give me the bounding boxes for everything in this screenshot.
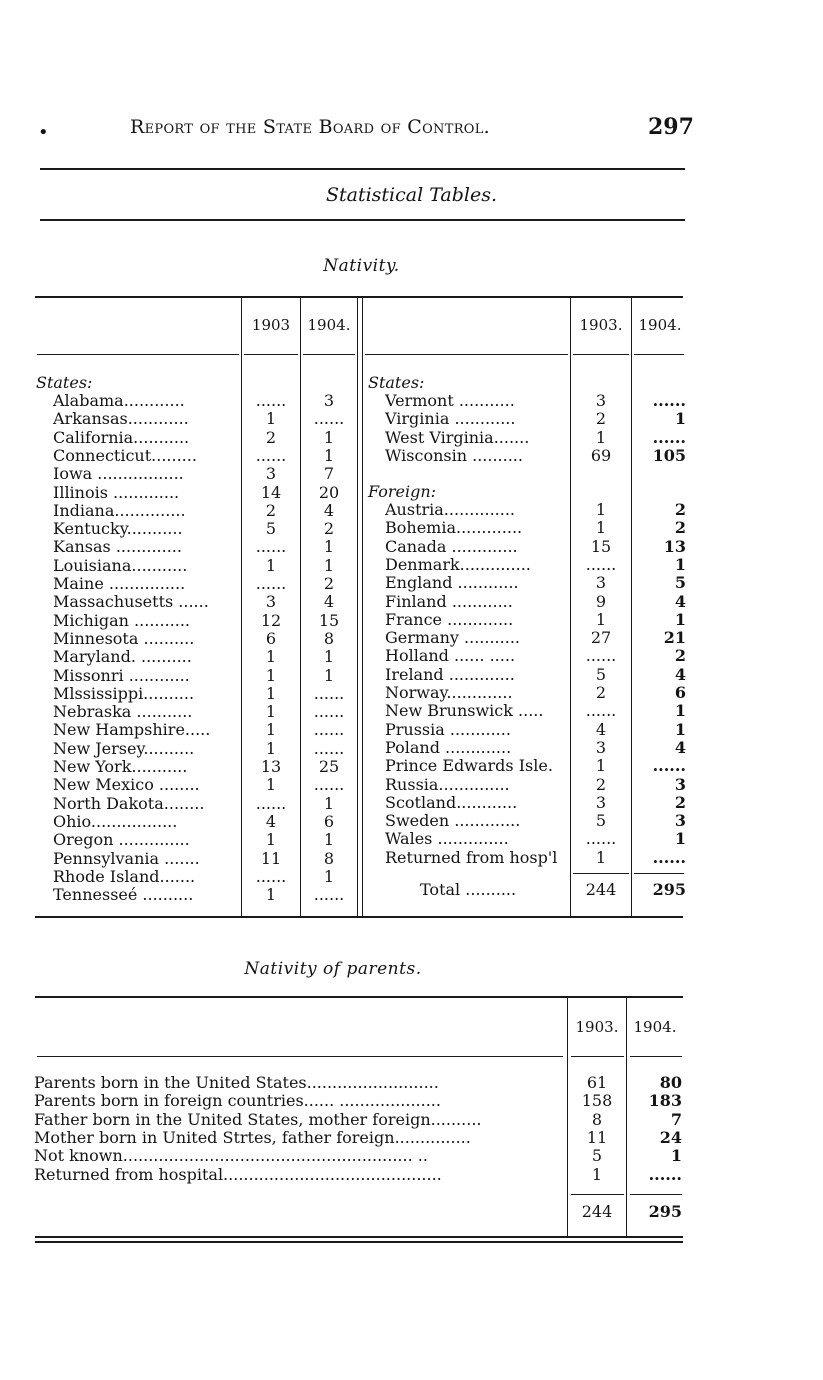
row-value-1903: 11	[586, 1127, 608, 1147]
row-value-1903: 13	[260, 757, 282, 776]
group-label-states: States:	[36, 373, 93, 392]
row-value-1904: 7	[323, 464, 335, 484]
row-value-1903: 3	[595, 792, 607, 812]
row-label: Nebraska ...........	[53, 703, 193, 722]
page-dot: •	[38, 122, 49, 143]
col-header-1903: 1903.	[575, 1018, 619, 1036]
row-value-1903: ......	[585, 829, 617, 849]
row-value-1904: ......	[652, 756, 686, 776]
row-value-1904: 4	[674, 737, 686, 757]
row-value-1904: 1	[323, 866, 335, 886]
row-value-1904: ......	[313, 738, 345, 758]
row-value-1904: 1	[323, 445, 335, 465]
row-value-1904: 2	[674, 792, 686, 812]
row-value-1904: ......	[313, 702, 345, 722]
row-label: Returned from hospital...........................................	[34, 1165, 442, 1184]
row-label: Bohemia.............	[385, 519, 523, 538]
row-label: New Brunswick .....	[385, 702, 544, 721]
row-value-1903: 1	[265, 738, 277, 758]
row-value-1903: 11	[260, 848, 282, 868]
subtitle: Statistical Tables.	[325, 184, 498, 206]
row-label: Louisiana...........	[53, 556, 188, 575]
group-label-states: States:	[368, 373, 425, 392]
row-label: Massachusetts ......	[53, 593, 209, 612]
row-value-1904: 4	[323, 592, 335, 612]
row-label: Holland ...... .....	[385, 647, 516, 666]
row-label: Parents born in foreign countries...... ....................	[34, 1092, 441, 1111]
row-value-1904: 1	[674, 409, 686, 429]
row-value-1904: 15	[318, 610, 340, 630]
row-value-1903: 4	[595, 719, 607, 739]
total-rule	[630, 1194, 682, 1195]
table-top-rule	[35, 296, 683, 298]
row-value-1904: ......	[652, 391, 686, 410]
row-value-1903: ......	[255, 537, 287, 557]
row-label: New York...........	[53, 758, 188, 776]
row-label: Mother born in United Strtes, father foreign...............	[34, 1128, 471, 1147]
row-value-1904: 3	[674, 774, 686, 794]
total-1904: 295	[652, 880, 686, 899]
row-label: Maine ...............	[53, 575, 186, 593]
row-label: Alabama............	[53, 392, 185, 410]
row-label: Not known......................................................... ..	[34, 1147, 428, 1166]
row-label: Indiana..............	[53, 501, 186, 520]
row-label: Ohio.................	[53, 812, 178, 831]
row-label: France .............	[385, 610, 514, 629]
row-label: Oregon ..............	[53, 831, 190, 850]
row-value-1903: 6	[265, 628, 277, 648]
total-rule	[573, 873, 629, 874]
row-label: Illinois .............	[53, 483, 180, 502]
row-label: Mlssissippi..........	[53, 684, 195, 703]
row-value-1904: 1	[323, 830, 335, 850]
header-underline	[634, 354, 684, 355]
header-underline	[37, 1056, 563, 1057]
total-rule	[634, 873, 684, 874]
row-value-1903: 4	[265, 811, 277, 831]
row-value-1903: 3	[265, 592, 277, 612]
row-value-1904: 3	[323, 391, 335, 410]
col-header-1904: 1904.	[638, 316, 682, 334]
row-value-1903: 1	[265, 683, 277, 703]
row-label: West Virginia.......	[385, 428, 530, 447]
row-value-1903: 2	[595, 774, 607, 794]
row-label: New Mexico ........	[53, 776, 200, 795]
row-value-1903: 1	[265, 647, 277, 667]
row-label: Wisconsin ..........	[385, 446, 523, 465]
row-label: California...........	[53, 428, 190, 447]
row-value-1903: 2	[265, 500, 277, 520]
row-label: Ireland .............	[385, 665, 515, 684]
row-value-1904: ......	[652, 427, 686, 447]
row-value-1903: ......	[255, 793, 287, 813]
row-value-1903: 1	[595, 756, 607, 776]
row-value-1904: 183	[648, 1091, 682, 1111]
row-value-1904: ......	[648, 1164, 682, 1184]
row-value-1903: 1	[265, 702, 277, 722]
row-label: England ............	[385, 574, 519, 593]
row-value-1904: ......	[313, 885, 345, 905]
row-value-1903: ......	[585, 646, 617, 666]
row-label: North Dakota........	[53, 794, 205, 813]
row-label: Rhode Island.......	[53, 867, 196, 886]
row-value-1904: 1	[323, 537, 335, 557]
row-value-1904: 1	[670, 1146, 682, 1166]
row-value-1903: ......	[255, 866, 287, 886]
total-1903: 244	[585, 880, 617, 899]
row-value-1903: 1	[595, 518, 607, 538]
row-value-1903: 1	[595, 609, 607, 629]
row-label: Prince Edwards Isle.	[385, 757, 553, 776]
row-value-1903: 9	[595, 591, 607, 611]
row-value-1904: 3	[674, 811, 686, 831]
row-value-1904: 21	[663, 628, 686, 648]
row-value-1903: 3	[595, 573, 607, 593]
row-value-1904: 1	[323, 427, 335, 447]
row-value-1904: 4	[323, 500, 335, 520]
row-value-1903: 3	[595, 737, 607, 757]
row-value-1904: 1	[674, 554, 686, 574]
header-underline	[573, 354, 629, 355]
header-underline	[37, 354, 239, 355]
total-rule	[571, 1194, 624, 1195]
row-value-1903: 14	[260, 482, 282, 502]
row-value-1904: 2	[674, 518, 686, 538]
row-value-1903: 1	[265, 665, 277, 685]
row-value-1903: 3	[595, 391, 607, 410]
row-value-1903: 8	[591, 1109, 603, 1129]
row-label: Father born in the United States, mother foreign..........	[34, 1110, 482, 1129]
row-value-1903: 158	[581, 1091, 613, 1111]
row-value-1904: 5	[674, 573, 686, 593]
row-label: Missonri ............	[53, 666, 190, 685]
row-label: Maryland. ..........	[53, 648, 192, 667]
row-label: Denmark..............	[385, 555, 531, 574]
row-value-1904: 7	[670, 1109, 682, 1129]
header-underline	[630, 1056, 682, 1057]
row-label: Iowa .................	[53, 465, 184, 484]
row-label: Virginia ............	[385, 410, 516, 429]
row-label: New Hampshire.....	[53, 721, 211, 740]
row-value-1904: 1	[674, 829, 686, 849]
row-value-1904: 4	[674, 664, 686, 684]
row-label: Germany ...........	[385, 629, 520, 648]
parents-title: Nativity of parents.	[244, 959, 422, 979]
row-value-1903: 1	[595, 500, 607, 519]
row-value-1903: 2	[595, 683, 607, 702]
header-underline	[571, 1056, 624, 1057]
row-label: Minnesota ..........	[53, 629, 195, 648]
row-label: Sweden .............	[385, 812, 521, 831]
row-value-1904: 1	[323, 665, 335, 685]
row-label: New Jersey..........	[53, 739, 195, 758]
row-value-1904: ......	[313, 409, 345, 429]
page-number: 297	[648, 114, 694, 140]
table-bottom-rule	[35, 916, 683, 918]
parents-total-1904: 295	[648, 1202, 682, 1221]
row-value-1904: 25	[318, 757, 340, 776]
row-value-1904: 6	[674, 683, 686, 702]
row-value-1904: 1	[674, 609, 686, 629]
row-value-1903: 1	[265, 830, 277, 850]
header-underline	[303, 354, 355, 355]
row-label: Poland .............	[385, 738, 512, 757]
row-value-1904: 6	[323, 811, 335, 831]
row-value-1903: 2	[265, 427, 277, 447]
row-label: Parents born in the United States..........................	[34, 1074, 439, 1092]
row-label: Arkansas............	[53, 410, 189, 429]
row-label: Finland ............	[385, 592, 513, 611]
row-value-1904: 105	[652, 445, 686, 465]
row-value-1904: 2	[323, 574, 335, 593]
row-label: Norway.............	[385, 684, 513, 702]
row-value-1904: 1	[323, 793, 335, 813]
row-value-1903: 1	[591, 1164, 603, 1184]
total-label: Total ..........	[420, 881, 517, 899]
row-value-1903: 61	[586, 1073, 608, 1092]
row-value-1904: 80	[659, 1073, 682, 1092]
row-value-1904: 20	[318, 482, 340, 502]
row-value-1903: 5	[595, 664, 607, 684]
row-value-1903: 2	[595, 409, 607, 429]
row-label: Tennesseé ..........	[53, 886, 194, 905]
row-value-1904: ......	[313, 775, 345, 795]
row-value-1903: ......	[585, 701, 617, 721]
parents-total-1903: 244	[581, 1202, 613, 1221]
running-head: Report of the State Board of Control.	[130, 116, 491, 138]
row-value-1903: 1	[595, 427, 607, 447]
row-value-1904: 24	[659, 1127, 682, 1147]
row-value-1904: 1	[323, 555, 335, 575]
row-value-1903: 3	[265, 464, 277, 484]
row-value-1904: 8	[323, 848, 335, 868]
row-value-1903: 1	[265, 409, 277, 429]
row-value-1904: 1	[323, 647, 335, 667]
col-header-1903: 1903.	[579, 316, 623, 334]
table-top-rule	[35, 996, 683, 998]
row-label: Connecticut.........	[53, 446, 197, 465]
row-label: Wales ..............	[385, 830, 509, 849]
row-value-1903: 5	[595, 811, 607, 831]
header-underline	[365, 354, 568, 355]
row-label: Michigan ...........	[53, 611, 190, 630]
row-label: Returned from hosp'l	[385, 848, 558, 867]
col-header-1904: 1904.	[307, 316, 351, 334]
header-underline	[244, 354, 298, 355]
table-bottom-rule	[35, 1236, 683, 1238]
nativity-title: Nativity.	[323, 256, 400, 276]
table-bottom-rule	[35, 1241, 683, 1243]
row-value-1904: 1	[674, 701, 686, 721]
row-label: Austria..............	[385, 501, 516, 519]
row-label: Prussia ............	[385, 720, 511, 739]
row-value-1903: 1	[265, 775, 277, 795]
row-label: Canada .............	[385, 537, 518, 556]
row-label: Scotland............	[385, 793, 518, 812]
row-value-1903: ......	[255, 391, 287, 410]
row-value-1904: 13	[663, 536, 686, 556]
row-value-1904: 1	[674, 719, 686, 739]
row-label: Vermont ...........	[385, 392, 515, 410]
row-value-1904: 8	[323, 628, 335, 648]
col-divider	[357, 298, 358, 916]
row-value-1903: 5	[591, 1146, 603, 1166]
row-value-1903: ......	[255, 574, 287, 593]
row-value-1903: ......	[585, 554, 617, 574]
row-label: Kentucky...........	[53, 520, 183, 539]
row-label: Russia..............	[385, 775, 510, 794]
row-value-1903: 15	[590, 536, 612, 556]
row-value-1904: ......	[313, 683, 345, 703]
row-value-1904: 2	[674, 646, 686, 666]
row-value-1903: 27	[590, 628, 612, 648]
row-value-1903: 1	[265, 555, 277, 575]
header-rule	[40, 168, 685, 170]
row-value-1903: 1	[265, 720, 277, 740]
row-value-1903: 1	[265, 885, 277, 905]
row-value-1904: 2	[674, 500, 686, 519]
row-value-1904: ......	[313, 720, 345, 740]
col-header-1904: 1904.	[633, 1018, 677, 1036]
group-label-foreign: Foreign:	[368, 482, 437, 501]
row-value-1903: 12	[260, 610, 282, 630]
subtitle-rule	[40, 219, 685, 221]
col-header-1903: 1903	[251, 316, 291, 334]
row-value-1903: 69	[590, 445, 612, 465]
row-value-1904: 4	[674, 591, 686, 611]
row-value-1904: ......	[652, 847, 686, 867]
row-value-1904: 2	[323, 519, 335, 539]
row-value-1903: 1	[595, 847, 607, 867]
row-label: Kansas .............	[53, 538, 182, 557]
row-label: Pennsylvania .......	[53, 849, 200, 868]
row-value-1903: 5	[265, 519, 277, 539]
col-divider	[362, 298, 363, 916]
row-value-1903: ......	[255, 445, 287, 465]
